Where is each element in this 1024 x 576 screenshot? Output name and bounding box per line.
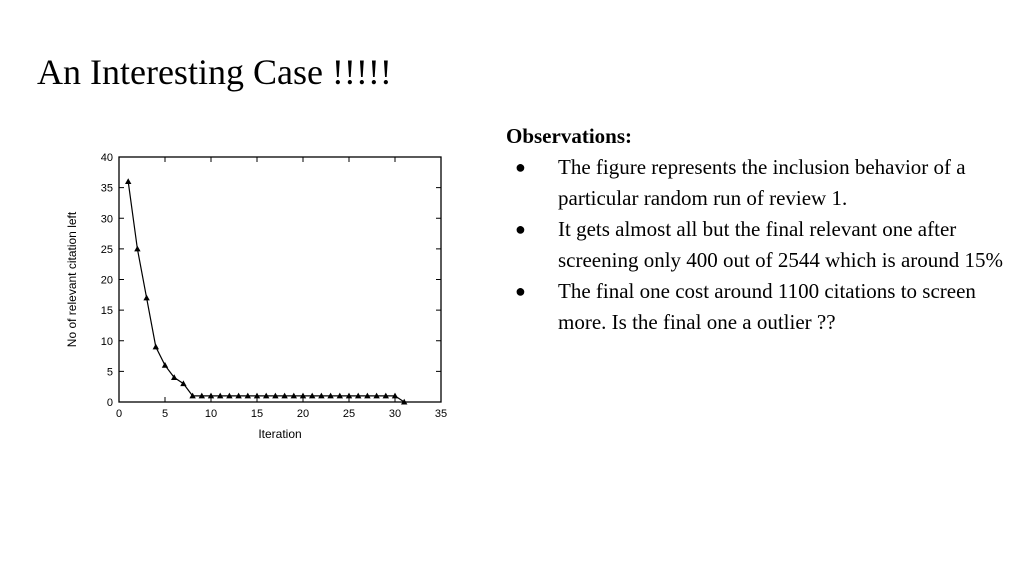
- y-tick-label: 15: [100, 305, 113, 318]
- inclusion-chart: [60, 140, 460, 450]
- data-point: [180, 380, 186, 386]
- observations-panel: [506, 121, 1006, 338]
- y-tick-label: 30: [100, 213, 113, 226]
- y-axis-label: No of relevant citation left: [65, 211, 79, 348]
- observation-text: The final one cost around 1100 citations to screen more. Is the final one a outlier ??: [558, 279, 976, 334]
- bullet-icon: ●: [515, 281, 526, 301]
- x-tick-label: 30: [388, 408, 402, 420]
- plot-frame: [119, 157, 441, 402]
- bullet-icon: ●: [515, 219, 526, 239]
- y-tick-label: 35: [100, 182, 113, 195]
- x-tick-label: 25: [342, 408, 356, 420]
- series-line: [128, 182, 404, 403]
- x-tick-label: 15: [250, 408, 264, 420]
- x-tick-label: 5: [161, 408, 169, 420]
- y-tick-label: 10: [100, 335, 113, 348]
- y-tick-label: 5: [106, 366, 113, 379]
- x-tick-label: 0: [115, 408, 123, 420]
- data-point: [125, 178, 131, 184]
- data-point: [143, 295, 149, 301]
- data-point: [153, 344, 159, 350]
- observation-item: [506, 152, 1006, 214]
- observation-text: It gets almost all but the final relevant one after screening only 400 out of 2544 which is around 15%: [558, 217, 1004, 272]
- observations-heading: Observations:: [506, 124, 632, 148]
- observations-list: [506, 152, 1006, 338]
- observation-item: [506, 276, 1006, 338]
- bullet-icon: ●: [515, 157, 526, 177]
- x-tick-label: 35: [434, 408, 448, 420]
- data-point: [162, 362, 168, 368]
- y-tick-label: 20: [100, 274, 113, 287]
- page-title: An Interesting Case !!!!!: [37, 52, 392, 92]
- y-tick-label: 40: [100, 152, 113, 164]
- x-axis-label: Iteration: [258, 427, 302, 441]
- observation-item: [506, 214, 1006, 276]
- data-point: [134, 246, 140, 252]
- observation-text: The figure represents the inclusion behavior of a particular random run of review 1.: [558, 155, 966, 210]
- x-tick-label: 10: [204, 408, 218, 420]
- x-tick-label: 20: [296, 408, 310, 420]
- y-tick-label: 25: [100, 243, 113, 256]
- y-tick-label: 0: [106, 397, 113, 409]
